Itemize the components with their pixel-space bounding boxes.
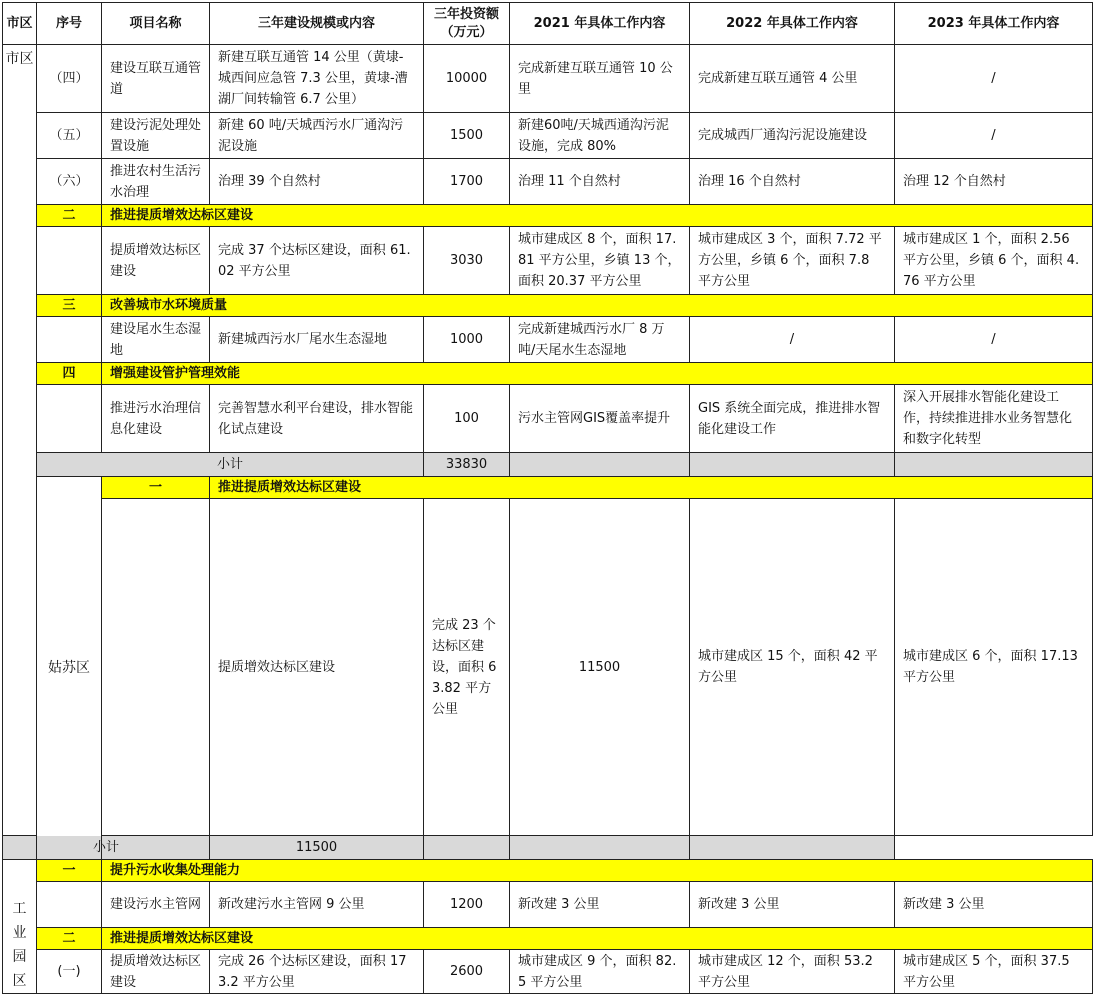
plan-2023: /	[895, 113, 1093, 159]
category-seq: 二	[37, 205, 102, 227]
empty-cell	[895, 453, 1093, 477]
empty-cell	[690, 453, 895, 477]
project-name: 建设互联互通管道	[102, 45, 210, 113]
seq-cell	[102, 499, 210, 836]
subtotal-invest: 33830	[424, 453, 510, 477]
seq-cell	[37, 882, 102, 928]
header-name: 项目名称	[102, 3, 210, 45]
work-plan-table	[2, 2, 1093, 860]
header-region: 市区	[3, 3, 37, 45]
seq-cell: (一)	[37, 950, 102, 994]
category-row	[3, 363, 1093, 385]
scope-cell: 完成 23 个达标区建设，面积 63.82 平方公里	[424, 499, 510, 836]
category-seq: 一	[37, 860, 102, 882]
header-invest: 三年投资额（万元）	[424, 3, 510, 45]
plan-2023: /	[895, 317, 1093, 363]
category-title: 推进提质增效达标区建设	[102, 205, 1093, 227]
plan-2021: 污水主管网GIS覆盖率提升	[510, 385, 690, 453]
plan-2023: 深入开展排水智能化建设工作，持续推进排水业务智慧化和数字化转型	[895, 385, 1093, 453]
plan-2021: 完成新建互联互通管 10 公里	[510, 45, 690, 113]
scope-cell: 完成 37 个达标区建设，面积 61.02 平方公里	[210, 227, 424, 295]
project-name: 建设污泥处理处置设施	[102, 113, 210, 159]
empty-cell	[510, 836, 690, 860]
category-row	[3, 928, 1093, 950]
subtotal-label: 小计	[3, 836, 210, 860]
category-row	[3, 860, 1093, 882]
invest-cell: 1000	[424, 317, 510, 363]
header-seq: 序号	[37, 3, 102, 45]
table-row	[3, 45, 1093, 113]
plan-2023: 治理 12 个自然村	[895, 159, 1093, 205]
plan-2021: 新建60吨/天城西通沟污泥设施，完成 80%	[510, 113, 690, 159]
subtotal-label: 小计	[37, 453, 424, 477]
plan-2022: 城市建成区 6 个，面积 17.13 平方公里	[895, 499, 1093, 836]
project-name: 推进污水治理信息化建设	[102, 385, 210, 453]
region-gusu: 姑苏区	[37, 477, 102, 860]
project-name: 提质增效达标区建设	[210, 499, 424, 836]
subtotal-row	[3, 836, 1093, 860]
empty-cell	[510, 453, 690, 477]
table-row	[3, 227, 1093, 295]
table-row	[3, 499, 1093, 836]
category-title: 改善城市水环境质量	[102, 295, 1093, 317]
invest-cell: 11500	[510, 499, 690, 836]
table-row	[3, 159, 1093, 205]
seq-cell	[37, 227, 102, 295]
invest-cell: 2600	[424, 950, 510, 994]
plan-2022: 新改建 3 公里	[690, 882, 895, 928]
table-row	[3, 385, 1093, 453]
plan-2021: 城市建成区 9 个，面积 82.5 平方公里	[510, 950, 690, 994]
subtotal-row	[3, 453, 1093, 477]
invest-cell: 100	[424, 385, 510, 453]
plan-2022: 完成城西厂通沟污泥设施建设	[690, 113, 895, 159]
scope-cell: 治理 39 个自然村	[210, 159, 424, 205]
plan-2023: /	[895, 45, 1093, 113]
plan-2022: 城市建成区 3 个，面积 7.72 平方公里，乡镇 6 个，面积 7.8 平方公里	[690, 227, 895, 295]
plan-2023: 新改建 3 公里	[895, 882, 1093, 928]
scope-cell: 新建 60 吨/天城西污水厂通沟污泥设施	[210, 113, 424, 159]
invest-cell: 3030	[424, 227, 510, 295]
plan-2021: 城市建成区 15 个，面积 42 平方公里	[690, 499, 895, 836]
scope-cell: 新改建污水主管网 9 公里	[210, 882, 424, 928]
project-name: 推进农村生活污水治理	[102, 159, 210, 205]
region-yuanqu: 工业园区	[3, 860, 37, 994]
category-title: 增强建设管护管理效能	[102, 363, 1093, 385]
plan-2022: 城市建成区 12 个，面积 53.2 平方公里	[690, 950, 895, 994]
category-seq: 一	[102, 477, 210, 499]
project-name: 提质增效达标区建设	[102, 227, 210, 295]
region-shiqu: 市区	[3, 45, 37, 836]
plan-2021: 新改建 3 公里	[510, 882, 690, 928]
invest-cell: 1700	[424, 159, 510, 205]
seq-cell	[37, 385, 102, 453]
plan-2022: /	[690, 317, 895, 363]
seq-cell	[37, 317, 102, 363]
category-row	[3, 477, 1093, 499]
table-row	[3, 882, 1093, 928]
invest-cell: 10000	[424, 45, 510, 113]
invest-cell: 1200	[424, 882, 510, 928]
category-row	[3, 295, 1093, 317]
scope-cell: 完成 26 个达标区建设，面积 173.2 平方公里	[210, 950, 424, 994]
project-name: 建设污水主管网	[102, 882, 210, 928]
header-2021: 2021 年具体工作内容	[510, 3, 690, 45]
invest-cell: 1500	[424, 113, 510, 159]
table-row	[3, 317, 1093, 363]
seq-cell: （五）	[37, 113, 102, 159]
empty-cell	[690, 836, 895, 860]
header-2023: 2023 年具体工作内容	[895, 3, 1093, 45]
category-seq: 二	[37, 928, 102, 950]
header-scope: 三年建设规模或内容	[210, 3, 424, 45]
plan-2023: 城市建成区 1 个，面积 2.56 平方公里，乡镇 6 个，面积 4.76 平方公里	[895, 227, 1093, 295]
table-row	[3, 113, 1093, 159]
header-2022: 2022 年具体工作内容	[690, 3, 895, 45]
project-name: 提质增效达标区建设	[102, 950, 210, 994]
plan-2021: 完成新建城西污水厂 8 万吨/天尾水生态湿地	[510, 317, 690, 363]
plan-2022: 治理 16 个自然村	[690, 159, 895, 205]
seq-cell: （六）	[37, 159, 102, 205]
plan-2023: 城市建成区 5 个，面积 37.5 平方公里	[895, 950, 1093, 994]
category-row	[3, 205, 1093, 227]
category-seq: 四	[37, 363, 102, 385]
scope-cell: 新建城西污水厂尾水生态湿地	[210, 317, 424, 363]
seq-cell: （四）	[37, 45, 102, 113]
empty-cell	[424, 836, 510, 860]
plan-2022: 完成新建互联互通管 4 公里	[690, 45, 895, 113]
category-title: 提升污水收集处理能力	[102, 860, 1093, 882]
category-seq: 三	[37, 295, 102, 317]
scope-cell: 完善智慧水利平台建设，排水智能化试点建设	[210, 385, 424, 453]
plan-2021: 城市建成区 8 个，面积 17.81 平方公里，乡镇 13 个，面积 20.37 平方公里	[510, 227, 690, 295]
subtotal-invest: 11500	[210, 836, 424, 860]
table-row	[3, 950, 1093, 994]
plan-2022: GIS 系统全面完成，推进排水智能化建设工作	[690, 385, 895, 453]
scope-cell: 新建互联互通管 14 公里（黄埭-城西间应急管 7.3 公里，黄埭-漕湖厂间转输管 6.7 公里）	[210, 45, 424, 113]
plan-2021: 治理 11 个自然村	[510, 159, 690, 205]
category-title: 推进提质增效达标区建设	[102, 928, 1093, 950]
work-plan-table-continued	[2, 859, 1093, 994]
project-name: 建设尾水生态湿地	[102, 317, 210, 363]
header-row	[3, 3, 1093, 45]
category-title: 推进提质增效达标区建设	[210, 477, 1093, 499]
